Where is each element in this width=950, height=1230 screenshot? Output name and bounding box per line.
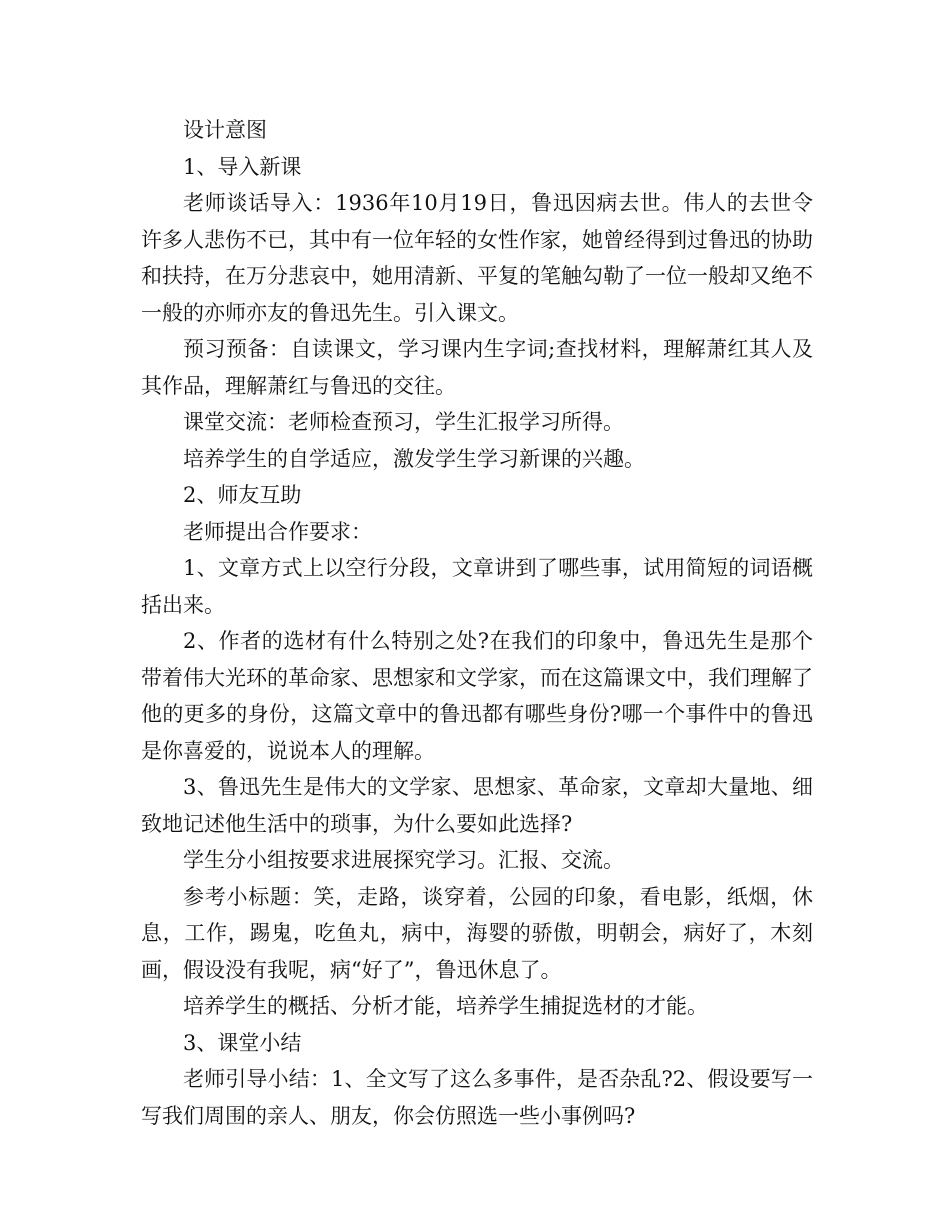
- paragraph-teacher-summary: 老师引导小结：1、全文写了这么多事件，是否杂乱?2、假设要写一写我们周围的亲人、朋友，你会仿照选一些小事例吗?: [141, 1067, 813, 1128]
- paragraph-self-study: 培养学生的自学适应，激发学生学习新课的兴趣。: [183, 446, 645, 471]
- heading-design-intent: 设计意图: [183, 118, 267, 142]
- paragraph-ability-training: 培养学生的概括、分析才能，培养学生捕捉选材的才能。: [183, 994, 708, 1018]
- paragraph-preview: 预习预备：自读课文，学习课内生字词;查找材料，理解萧红其人及其作品，理解萧红与鲁迅的交往。: [141, 337, 813, 398]
- list-item-requirement-2: 2、作者的选材有什么特别之处?在我们的印象中，鲁迅先生是那个带着伟大光环的革命家、思想家和文学家，而在这篇课文中，我们理解了他的更多的身份，这篇文章中的鲁迅都有哪些身份?哪一个事件中的鲁迅是你喜爱的，说说本人的理解。: [141, 629, 813, 763]
- section-heading-summary: 3、课堂小结: [183, 1030, 302, 1055]
- list-item-requirement-1: 1、文章方式上以空行分段，文章讲到了哪些事，试用简短的词语概括出来。: [141, 556, 813, 617]
- section-heading-mutual-help: 2、师友互助: [183, 483, 302, 507]
- document-body: [141, 112, 813, 1134]
- paragraph-group-study: 学生分小组按要求进展探究学习。汇报、交流。: [183, 848, 624, 872]
- list-item-requirement-3: 3、鲁迅先生是伟大的文学家、思想家、革命家，文章却大量地、细致地记述他生活中的琐事，为什么要如此选择?: [141, 775, 813, 836]
- paragraph-teacher-intro: 老师谈话导入：1936年10月19日，鲁迅因病去世。伟人的去世令许多人悲伤不已，其中有一位年轻的女性作家，她曾经得到过鲁迅的协助和扶持，在万分悲哀中，她用清新、平复的笔触勾勒了一位一般却又绝不一般的亦师亦友的鲁迅先生。引入课文。: [141, 191, 813, 325]
- paragraph-cooperation-requirements: 老师提出合作要求：: [183, 519, 372, 544]
- section-heading-intro: 1、导入新课: [183, 154, 302, 179]
- paragraph-reference-subtitles: 参考小标题：笑，走路，谈穿着，公园的印象，看电影，纸烟，休息，工作，踢鬼，吃鱼丸，病中，海婴的骄傲，明朝会，病好了，木刻画，假设没有我呢，病“好了”，鲁迅休息了。: [141, 884, 813, 982]
- paragraph-class-exchange: 课堂交流：老师检查预习，学生汇报学习所得。: [183, 410, 624, 434]
